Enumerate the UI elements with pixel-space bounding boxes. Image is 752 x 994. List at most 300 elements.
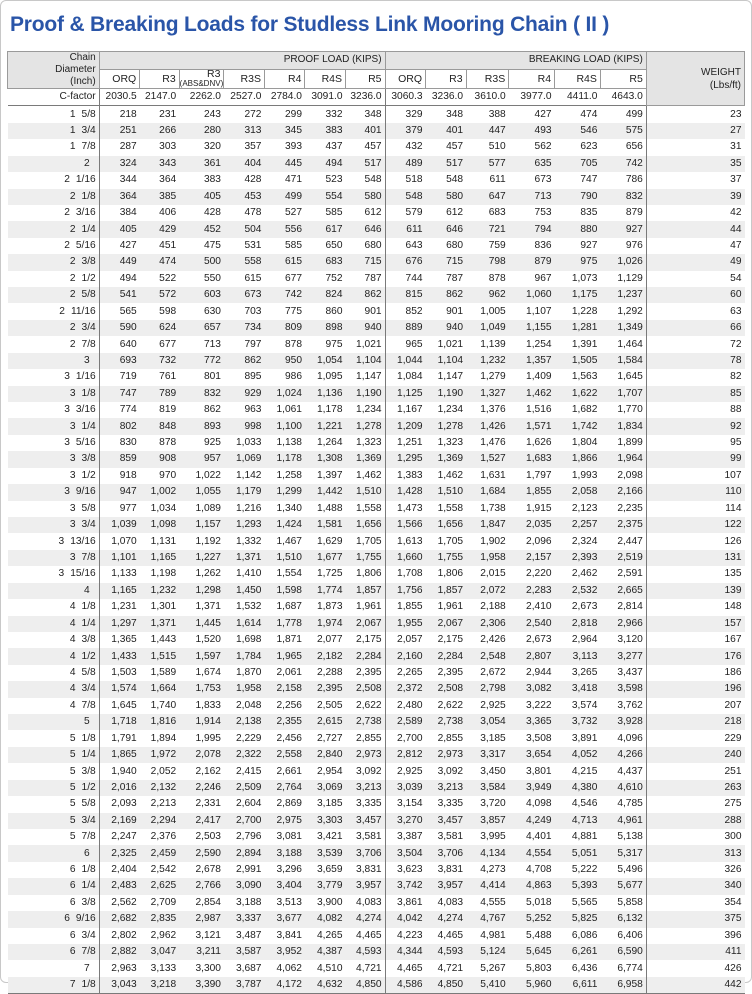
proof-r4-cell: 775	[284, 305, 302, 317]
proof-orq-cell: 774	[119, 404, 137, 416]
proof-r3s-cell: 1,532	[235, 601, 262, 613]
diameter-whole: 2	[69, 272, 76, 284]
proof-r3-absdnv-cell: 500	[179, 254, 224, 270]
breaking-orq-cell: 1,428	[385, 484, 426, 500]
breaking-orq-cell: 1,473	[397, 502, 423, 514]
proof-r4-cell: 2,355	[264, 714, 305, 730]
proof-col-r3s: R3S	[224, 69, 265, 88]
proof-r4-cell: 1,258	[276, 469, 302, 481]
proof-r3-cell: 1,034	[150, 502, 177, 514]
proof-r4s-cell: 4,510	[317, 962, 343, 974]
breaking-r4-cell: 1,626	[526, 437, 552, 449]
weight-cell: 218	[646, 714, 744, 730]
breaking-col-r4s: R4S	[555, 69, 601, 88]
breaking-r3s-cell: 3,720	[480, 798, 506, 810]
breaking-orq-cell: 1,125	[385, 386, 426, 402]
breaking-r4s-cell: 4,215	[571, 765, 598, 777]
proof-r3s-cell: 3,687	[235, 962, 262, 974]
breaking-r3-cell: 1,857	[426, 583, 467, 599]
chain-diameter-cell	[8, 303, 100, 319]
weight-cell: 95	[730, 437, 742, 449]
breaking-r3-cell: 2,067	[426, 616, 467, 632]
weight-cell: 39	[646, 189, 744, 205]
proof-r3-absdnv-cell: 475	[203, 240, 221, 251]
breaking-r3s-cell: 1,426	[466, 418, 509, 434]
proof-orq-cell: 947	[99, 484, 140, 500]
breaking-r3s-cell: 1,049	[466, 320, 509, 336]
weight-cell: 107	[724, 469, 742, 481]
proof-r4s-cell: 1,308	[305, 451, 346, 467]
table-row	[8, 977, 745, 994]
proof-r3-cell: 1,589	[150, 666, 177, 678]
proof-r5-cell: 3,706	[346, 845, 386, 861]
diameter-whole: 6	[64, 913, 70, 925]
breaking-r5-cell: 2,966	[600, 616, 646, 632]
weight-cell: 326	[724, 864, 742, 876]
weight-header	[646, 52, 744, 106]
weight-cell: 49	[646, 254, 744, 270]
diameter-whole: 2	[84, 157, 90, 169]
proof-r4-cell: 556	[264, 221, 305, 237]
proof-r3s-cell: 404	[224, 156, 265, 172]
proof-r3-absdnv-cell: 2,078	[179, 747, 224, 763]
proof-orq-cell: 977	[119, 502, 137, 514]
weight-cell: 110	[646, 484, 744, 500]
proof-r4s-cell: 3,421	[317, 831, 343, 843]
weight-cell: 300	[724, 831, 742, 843]
weight-cell: 148	[724, 601, 742, 613]
breaking-orq-cell: 889	[385, 320, 426, 336]
breaking-r3-cell: 2,175	[437, 634, 464, 646]
proof-r3s-cell: 673	[224, 287, 265, 303]
proof-r4-cell: 471	[284, 174, 302, 186]
diameter-whole: 2	[69, 289, 76, 301]
table-row	[8, 484, 745, 500]
breaking-r5-cell: 4,961	[600, 813, 646, 829]
proof-r5-cell: 1,190	[346, 386, 386, 402]
proof-orq-cell: 1,365	[111, 634, 137, 646]
breaking-r3s-cell: 4,767	[466, 911, 509, 927]
proof-r5-cell: 901	[346, 303, 386, 319]
proof-orq-cell: 2,562	[111, 896, 137, 908]
proof-r3-cell: 429	[140, 221, 179, 237]
table-row	[8, 517, 745, 533]
proof-orq-cell: 1,039	[99, 517, 140, 533]
proof-r4-cell: 3,513	[276, 896, 302, 908]
proof-r3-cell: 406	[159, 207, 177, 219]
proof-r3s-cell: 272	[244, 108, 262, 120]
proof-r3-absdnv-cell: 862	[203, 404, 221, 416]
diameter-whole: 3	[69, 387, 76, 399]
diameter-fraction: 5/8	[81, 289, 96, 301]
breaking-r4-cell: 2,540	[509, 616, 555, 632]
breaking-orq-cell: 1,251	[397, 437, 423, 449]
proof-r3-absdnv-cell: 657	[179, 320, 224, 336]
weight-cell: 63	[730, 305, 742, 317]
weight-cell: 229	[724, 732, 742, 744]
proof-r4s-cell: 1,488	[317, 502, 343, 514]
weight-cell: 85	[646, 386, 744, 402]
proof-r3s-cell: 797	[244, 338, 262, 350]
table-row	[8, 221, 745, 237]
proof-r5-cell: 715	[346, 254, 386, 270]
diameter-fraction: 13/16	[70, 535, 96, 547]
breaking-r4s-cell: 1,742	[555, 418, 601, 434]
diameter-fraction: 3/4	[81, 929, 96, 941]
chain-diameter-cell	[8, 829, 100, 845]
proof-r3s-cell: 1,410	[235, 568, 262, 580]
diameter-whole: 6	[69, 880, 76, 892]
breaking-orq-cell: 2,925	[397, 765, 423, 777]
page-title: Proof & Breaking Loads for Studless Link Mooring Chain ( II )	[10, 13, 610, 36]
proof-col-r3: R3	[140, 69, 179, 88]
breaking-orq-cell: 2,160	[385, 648, 426, 664]
breaking-r4s-cell: 2,257	[555, 517, 601, 533]
breaking-orq-cell: 1,660	[385, 550, 426, 566]
table-row	[8, 106, 745, 123]
diameter-whole: 1	[69, 125, 76, 137]
breaking-orq-cell: 379	[385, 123, 426, 139]
chain-diameter-cell	[8, 895, 100, 911]
weight-cell: 157	[646, 616, 744, 632]
diameter-fraction: 7/8	[81, 831, 96, 843]
proof-r5-cell: 1,755	[346, 550, 386, 566]
breaking-r3-cell: 401	[426, 123, 467, 139]
proof-r3-absdnv-cell: 2,417	[179, 813, 224, 829]
chain-diameter-cell	[8, 845, 100, 861]
breaking-orq-cell: 4,465	[397, 962, 423, 974]
breaking-r5-cell: 1,292	[600, 303, 646, 319]
breaking-r4-cell: 3,508	[526, 732, 552, 744]
chain-diameter-cell	[8, 862, 100, 878]
chain-diameter-cell	[8, 451, 100, 467]
breaking-r3-cell: 1,234	[437, 404, 464, 416]
breaking-orq-cell: 1,708	[397, 568, 423, 580]
cfactor-proof-r4: 2784.0	[264, 89, 305, 106]
proof-r3s-cell: 2,991	[235, 864, 262, 876]
chain-diameter-cell	[8, 813, 100, 829]
proof-orq-cell: 565	[119, 305, 137, 317]
proof-r4-cell: 585	[284, 240, 302, 251]
table-body	[8, 106, 745, 994]
diameter-whole: 3	[69, 469, 76, 481]
breaking-r3s-cell: 447	[466, 123, 509, 139]
breaking-orq-cell: 815	[385, 287, 426, 303]
proof-r3s-cell: 963	[244, 404, 262, 416]
proof-r4s-cell: 1,974	[305, 616, 346, 632]
proof-orq-cell: 324	[99, 156, 140, 172]
breaking-r3-cell: 2,284	[426, 648, 467, 664]
proof-r3-absdnv-cell: 2,766	[179, 878, 224, 894]
proof-r3s-cell: 615	[244, 272, 262, 284]
breaking-r5-cell: 3,277	[600, 648, 646, 664]
breaking-r4-cell: 2,035	[509, 517, 555, 533]
breaking-r3s-cell: 1,376	[480, 404, 506, 416]
table-row	[8, 763, 745, 779]
breaking-r3-cell: 4,593	[426, 944, 467, 960]
breaking-r5-cell: 2,591	[600, 566, 646, 582]
weight-cell: 60	[646, 287, 744, 303]
proof-r5-cell: 4,593	[346, 944, 386, 960]
proof-r5-cell: 401	[346, 123, 386, 139]
breaking-r4s-cell: 1,073	[571, 272, 598, 284]
breaking-r3-cell: 1,369	[426, 451, 467, 467]
proof-r3-cell: 878	[159, 437, 177, 449]
proof-r4-cell: 2,456	[276, 732, 302, 744]
chain-diameter-cell	[8, 517, 100, 533]
chain-diameter-header	[8, 52, 100, 89]
breaking-r5-cell: 1,584	[600, 353, 646, 369]
proof-orq-cell: 719	[119, 371, 137, 383]
diameter-whole: 2	[64, 174, 70, 186]
weight-cell: 78	[646, 353, 744, 369]
proof-r3-absdnv-cell: 3,211	[179, 944, 224, 960]
breaking-r3s-cell: 4,555	[480, 896, 506, 908]
proof-orq-cell: 1,940	[111, 765, 137, 777]
breaking-r3-cell: 862	[426, 287, 467, 303]
weight-cell: 92	[646, 418, 744, 434]
diameter-whole: 4	[69, 666, 76, 678]
proof-r3s-cell: 2,604	[235, 798, 262, 810]
proof-r3-cell: 1,972	[140, 747, 179, 763]
diameter-fraction: 1/2	[81, 650, 96, 662]
proof-r4-cell: 4,062	[276, 962, 302, 974]
proof-r5-cell: 457	[346, 139, 386, 155]
chain-diameter-cell	[8, 435, 100, 451]
proof-orq-cell: 2,325	[99, 845, 140, 861]
diameter-fraction: 1/4	[81, 420, 96, 432]
proof-r5-cell: 2,622	[346, 698, 386, 714]
weight-header-line2: (Lbs/ft)	[709, 79, 741, 91]
proof-r4s-cell: 2,840	[305, 747, 346, 763]
breaking-r3-cell: 1,147	[437, 371, 464, 383]
proof-r3s-cell: 1,179	[224, 484, 265, 500]
proof-r3-absdnv-cell: 320	[203, 141, 221, 153]
chain-diameter-cell	[8, 287, 100, 303]
weight-cell: 396	[724, 929, 742, 941]
table-row	[8, 418, 745, 434]
proof-r3-absdnv-cell: 2,678	[195, 864, 221, 876]
proof-r4s-cell: 1,677	[305, 550, 346, 566]
proof-r4s-cell: 1,725	[317, 568, 343, 580]
proof-r4-cell: 345	[264, 123, 305, 139]
proof-r4-cell: 1,687	[276, 601, 302, 613]
proof-col-r5: R5	[346, 69, 386, 88]
breaking-orq-cell: 4,586	[385, 977, 426, 994]
proof-r5-cell: 1,510	[346, 484, 386, 500]
proof-col-r3-absdnv	[179, 69, 224, 88]
diameter-whole: 2	[64, 240, 70, 251]
proof-r4s-cell: 4,265	[317, 929, 343, 941]
proof-r3s-cell: 2,048	[235, 699, 262, 711]
chain-diameter-cell	[8, 566, 100, 582]
diameter-fraction: 3/8	[81, 256, 96, 268]
breaking-r3s-cell: 1,279	[480, 371, 506, 383]
breaking-r3-cell: 3,706	[426, 845, 467, 861]
breaking-r4-cell: 1,462	[509, 386, 555, 402]
table-row	[8, 845, 745, 861]
proof-orq-cell: 1,645	[111, 699, 137, 711]
table-row	[8, 813, 745, 829]
proof-orq-cell: 1,574	[99, 681, 140, 697]
chain-diameter-cell	[8, 665, 100, 681]
proof-r3-absdnv-cell: 893	[179, 418, 224, 434]
proof-r4s-cell: 4,387	[305, 944, 346, 960]
proof-r3s-cell: 3,090	[224, 878, 265, 894]
breaking-r3-cell: 4,083	[437, 896, 464, 908]
diameter-fraction: 1/8	[81, 387, 96, 399]
breaking-r4-cell: 5,645	[509, 944, 555, 960]
proof-r3s-cell: 1,033	[235, 437, 262, 449]
proof-orq-cell: 1,133	[111, 568, 137, 580]
proof-r4s-cell: 1,221	[305, 418, 346, 434]
proof-orq-cell: 2,802	[111, 929, 137, 941]
proof-orq-cell: 640	[119, 338, 137, 350]
proof-r3-cell: 2,052	[150, 765, 177, 777]
proof-r3-cell: 3,047	[140, 944, 179, 960]
breaking-r4-cell: 5,960	[509, 977, 555, 994]
table-row	[8, 648, 745, 664]
breaking-r4-cell: 1,571	[509, 418, 555, 434]
diameter-fraction: 3/4	[81, 683, 96, 695]
weight-cell: 313	[646, 845, 744, 861]
proof-r4-cell: 1,424	[264, 517, 305, 533]
breaking-r3-cell: 1,323	[437, 437, 464, 449]
proof-r4s-cell: 2,288	[317, 666, 343, 678]
breaking-r3-cell: 1,558	[437, 502, 464, 514]
proof-r3-cell: 1,894	[150, 732, 177, 744]
proof-r3-cell: 522	[159, 272, 177, 284]
table-row	[8, 402, 745, 418]
breaking-orq-cell: 676	[385, 254, 426, 270]
proof-r5-cell: 4,721	[346, 960, 386, 976]
proof-r4-cell: 3,952	[264, 944, 305, 960]
breaking-r5-cell: 2,235	[600, 501, 646, 517]
proof-r3s-cell: 895	[244, 371, 262, 383]
breaking-orq-cell: 432	[405, 141, 423, 153]
proof-r3-cell: 474	[140, 254, 179, 270]
proof-orq-cell: 693	[99, 353, 140, 369]
proof-r3-cell: 2,213	[150, 798, 177, 810]
table-row	[8, 287, 745, 303]
proof-r4s-cell: 824	[305, 287, 346, 303]
breaking-r4-cell: 713	[509, 189, 555, 205]
breaking-r5-cell: 3,437	[600, 665, 646, 681]
proof-r3-absdnv-cell: 550	[203, 272, 221, 284]
breaking-r3-cell: 2,395	[437, 666, 464, 678]
proof-r4-cell: 2,661	[276, 765, 302, 777]
table-row	[8, 468, 745, 484]
breaking-r4-cell: 1,155	[509, 320, 555, 336]
breaking-r4s-cell: 1,622	[555, 386, 601, 402]
proof-r3-absdnv-cell: 630	[203, 305, 221, 317]
breaking-r5-cell: 832	[600, 189, 646, 205]
chain-diameter-cell	[8, 911, 100, 927]
breaking-r5-cell: 6,590	[600, 944, 646, 960]
table-row	[8, 533, 745, 549]
table-row	[8, 616, 745, 632]
breaking-r3-cell: 612	[446, 207, 464, 219]
proof-r5-cell: 1,147	[346, 369, 386, 385]
breaking-orq-cell: 1,855	[397, 601, 423, 613]
chain-diameter-cell	[8, 402, 100, 418]
proof-r3s-cell: 703	[244, 305, 262, 317]
breaking-r4s-cell: 880	[555, 221, 601, 237]
breaking-r4-cell: 1,797	[526, 469, 552, 481]
diameter-fraction: 5/8	[81, 666, 96, 678]
breaking-r4s-cell: 1,563	[571, 371, 598, 383]
breaking-r4s-cell: 4,380	[555, 780, 601, 796]
breaking-orq-cell: 1,167	[397, 404, 423, 416]
breaking-r3-cell: 646	[426, 221, 467, 237]
breaking-r4-cell: 2,220	[526, 568, 552, 580]
breaking-r4s-cell: 2,532	[555, 583, 601, 599]
breaking-r3-cell: 517	[426, 156, 467, 172]
table-row	[8, 730, 745, 746]
proof-col-r3-absdnv-label: R3	[207, 69, 221, 80]
diameter-whole: 3	[64, 371, 70, 383]
breaking-r3-cell: 2,508	[426, 681, 467, 697]
breaking-r3-cell: 3,957	[426, 878, 467, 894]
breaking-r4s-cell: 3,574	[571, 699, 598, 711]
table-row	[8, 550, 745, 566]
breaking-r3-cell: 1,278	[426, 418, 467, 434]
proof-r3s-cell: 2,322	[224, 747, 265, 763]
proof-r4s-cell: 650	[325, 240, 343, 251]
table-row	[8, 189, 745, 205]
proof-r3s-cell: 2,415	[235, 765, 262, 777]
proof-r4-cell: 4,172	[264, 977, 305, 994]
breaking-r4-cell: 4,708	[526, 864, 552, 876]
proof-r3s-cell: 558	[224, 254, 265, 270]
proof-r4s-cell: 554	[305, 189, 346, 205]
proof-r4-cell: 1,965	[264, 648, 305, 664]
chain-diameter-cell	[8, 648, 100, 664]
proof-r4-cell: 677	[284, 272, 302, 284]
chain-diameter-cell	[8, 763, 100, 779]
diameter-fraction: 1/2	[81, 272, 96, 284]
breaking-orq-cell: 2,480	[397, 699, 423, 711]
breaking-r3-cell: 4,721	[437, 962, 464, 974]
chain-diameter-cell	[8, 796, 100, 812]
proof-r3-absdnv-cell: 280	[179, 123, 224, 139]
proof-r4-cell: 1,871	[276, 634, 302, 646]
proof-r5-cell: 1,656	[346, 517, 386, 533]
proof-r5-cell: 1,806	[346, 566, 386, 582]
chain-diameter-cell	[8, 320, 100, 336]
diameter-whole: 3	[64, 404, 70, 416]
breaking-r3s-cell: 3,317	[466, 747, 509, 763]
table-row	[8, 928, 745, 944]
breaking-r4-cell: 3,654	[509, 747, 555, 763]
proof-r4-cell: 986	[284, 371, 302, 383]
diameter-fraction: 3/4	[81, 125, 96, 137]
breaking-r4s-cell: 2,673	[571, 601, 598, 613]
table-row	[8, 238, 745, 254]
breaking-r4-cell: 427	[534, 108, 552, 120]
proof-r3-absdnv-cell: 361	[179, 156, 224, 172]
chain-diameter-cell	[8, 730, 100, 746]
breaking-r4s-cell: 3,113	[555, 648, 601, 664]
breaking-r4-cell: 4,401	[526, 831, 552, 843]
breaking-r4-cell: 5,018	[526, 896, 552, 908]
proof-orq-cell: 1,503	[111, 666, 137, 678]
proof-r5-cell: 787	[346, 271, 386, 287]
proof-r3-absdnv-cell: 1,262	[195, 568, 221, 580]
chain-diameter-cell	[8, 172, 100, 188]
breaking-r4-cell: 1,516	[526, 404, 552, 416]
chain-diameter-header-line2: Diameter	[55, 64, 96, 75]
